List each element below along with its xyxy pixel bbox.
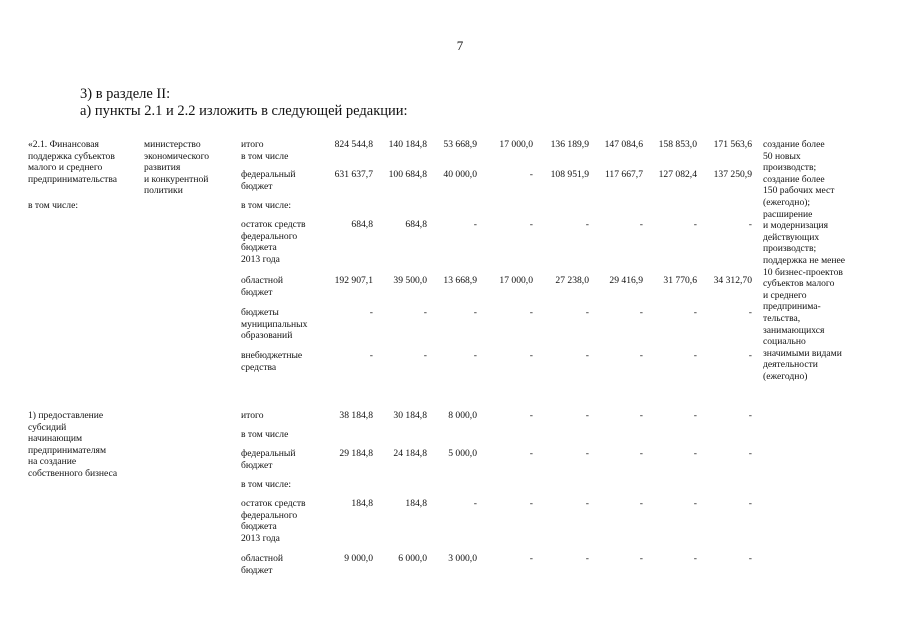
funding-value: - (585, 553, 589, 564)
funding-value: - (639, 410, 643, 421)
funding-value: 100 684,8 (388, 169, 427, 180)
funding-value: 171 563,6 (713, 139, 752, 150)
funding-value: 684,8 (351, 219, 373, 230)
funding-value: 17 000,0 (499, 139, 533, 150)
funding-value: - (369, 350, 373, 361)
funding-value: 53 668,9 (443, 139, 477, 150)
funding-value: - (639, 219, 643, 230)
funding-source-label: итого в том числе (241, 139, 289, 162)
funding-value: 136 189,9 (550, 139, 589, 150)
funding-source-label: остаток средств федерального бюджета 2013 года (241, 498, 306, 544)
funding-value: 40 000,0 (443, 169, 477, 180)
funding-value: - (585, 410, 589, 421)
funding-value: 29 184,8 (339, 448, 373, 459)
funding-value: - (693, 498, 697, 509)
funding-source-label: бюджеты муниципальных образований (241, 307, 308, 342)
funding-value: - (369, 307, 373, 318)
funding-value: 137 250,9 (713, 169, 752, 180)
funding-value: 31 770,6 (663, 275, 697, 286)
funding-source-label: внебюджетные средства (241, 350, 303, 373)
funding-source-label: в том числе (241, 429, 289, 440)
funding-source-label: итого (241, 410, 264, 421)
funding-value: 684,8 (405, 219, 427, 230)
funding-value: - (693, 350, 697, 361)
funding-value: 6 000,0 (398, 553, 427, 564)
item-2-1-result: создание более 50 новых производств; создание более 150 рабочих мест (ежегодно); расширение и модернизация действующих производств; поддержка не менее 10 бизнес-проектов субъектов малого и среднего предпринима- тельства, занимающихся социально значимыми видами деятельности (ежегодно) (763, 139, 846, 382)
funding-value: 30 184,8 (393, 410, 427, 421)
funding-value: 8 000,0 (448, 410, 477, 421)
funding-source-label: федеральный бюджет (241, 169, 296, 192)
funding-value: - (748, 307, 752, 318)
funding-value: 38 184,8 (339, 410, 373, 421)
funding-source-label: федеральный бюджет (241, 448, 296, 471)
funding-value: - (529, 448, 533, 459)
funding-value: - (639, 448, 643, 459)
funding-value: - (529, 410, 533, 421)
funding-value: 127 082,4 (658, 169, 697, 180)
subitem-1-name: 1) предоставление субсидий начинающим предпринимателям на создание собственного бизнеса (28, 410, 118, 479)
funding-value: - (529, 553, 533, 564)
funding-value: - (748, 448, 752, 459)
funding-value: - (585, 350, 589, 361)
funding-value: - (423, 307, 427, 318)
funding-value: - (423, 350, 427, 361)
funding-value: 39 500,0 (393, 275, 427, 286)
funding-value: 27 238,0 (555, 275, 589, 286)
funding-value: - (748, 350, 752, 361)
funding-source-label: в том числе: (241, 200, 292, 211)
item-2-1-including: в том числе: (28, 200, 79, 211)
funding-value: - (693, 307, 697, 318)
funding-value: 631 637,7 (334, 169, 373, 180)
funding-value: 184,8 (405, 498, 427, 509)
funding-value: - (693, 219, 697, 230)
funding-value: 13 668,9 (443, 275, 477, 286)
funding-value: - (639, 553, 643, 564)
funding-value: - (529, 169, 533, 180)
funding-value: 3 000,0 (448, 553, 477, 564)
funding-source-label: областной бюджет (241, 553, 284, 576)
funding-value: - (693, 410, 697, 421)
funding-value: - (748, 410, 752, 421)
funding-value: - (748, 219, 752, 230)
funding-source-label: в том числе: (241, 479, 292, 490)
funding-value: - (529, 307, 533, 318)
funding-value: - (585, 219, 589, 230)
funding-value: 117 667,7 (604, 169, 643, 180)
funding-value: - (585, 307, 589, 318)
funding-value: - (473, 350, 477, 361)
funding-value: - (473, 307, 477, 318)
funding-value: - (529, 350, 533, 361)
funding-value: 158 853,0 (658, 139, 697, 150)
section-instruction: 3) в разделе II: (80, 86, 171, 102)
funding-value: - (585, 448, 589, 459)
funding-value: 192 907,1 (334, 275, 373, 286)
funding-value: - (639, 498, 643, 509)
funding-value: - (529, 219, 533, 230)
funding-value: - (748, 553, 752, 564)
funding-value: 34 312,70 (713, 275, 752, 286)
item-2-1-executor: министерство экономического развития и конкурентной политики (144, 139, 210, 197)
funding-value: 17 000,0 (499, 275, 533, 286)
funding-value: - (639, 350, 643, 361)
funding-value: 140 184,8 (388, 139, 427, 150)
funding-value: 24 184,8 (393, 448, 427, 459)
funding-value: 5 000,0 (448, 448, 477, 459)
funding-value: - (748, 498, 752, 509)
funding-value: - (639, 307, 643, 318)
funding-value: 108 951,9 (550, 169, 589, 180)
page-number: 7 (456, 38, 464, 53)
funding-source-label: остаток средств федерального бюджета 2013 года (241, 219, 306, 265)
funding-value: - (473, 498, 477, 509)
item-2-1-name: «2.1. Финансовая поддержка субъектов малого и среднего предпринимательства (28, 139, 118, 185)
funding-value: - (693, 553, 697, 564)
funding-value: 9 000,0 (344, 553, 373, 564)
items-instruction: а) пункты 2.1 и 2.2 изложить в следующей редакции: (80, 103, 408, 119)
funding-source-label: областной бюджет (241, 275, 284, 298)
funding-value: 184,8 (351, 498, 373, 509)
funding-value: - (473, 219, 477, 230)
funding-value: - (529, 498, 533, 509)
funding-value: 147 084,6 (604, 139, 643, 150)
funding-value: - (693, 448, 697, 459)
funding-value: 29 416,9 (609, 275, 643, 286)
funding-value: - (585, 498, 589, 509)
funding-value: 824 544,8 (334, 139, 373, 150)
